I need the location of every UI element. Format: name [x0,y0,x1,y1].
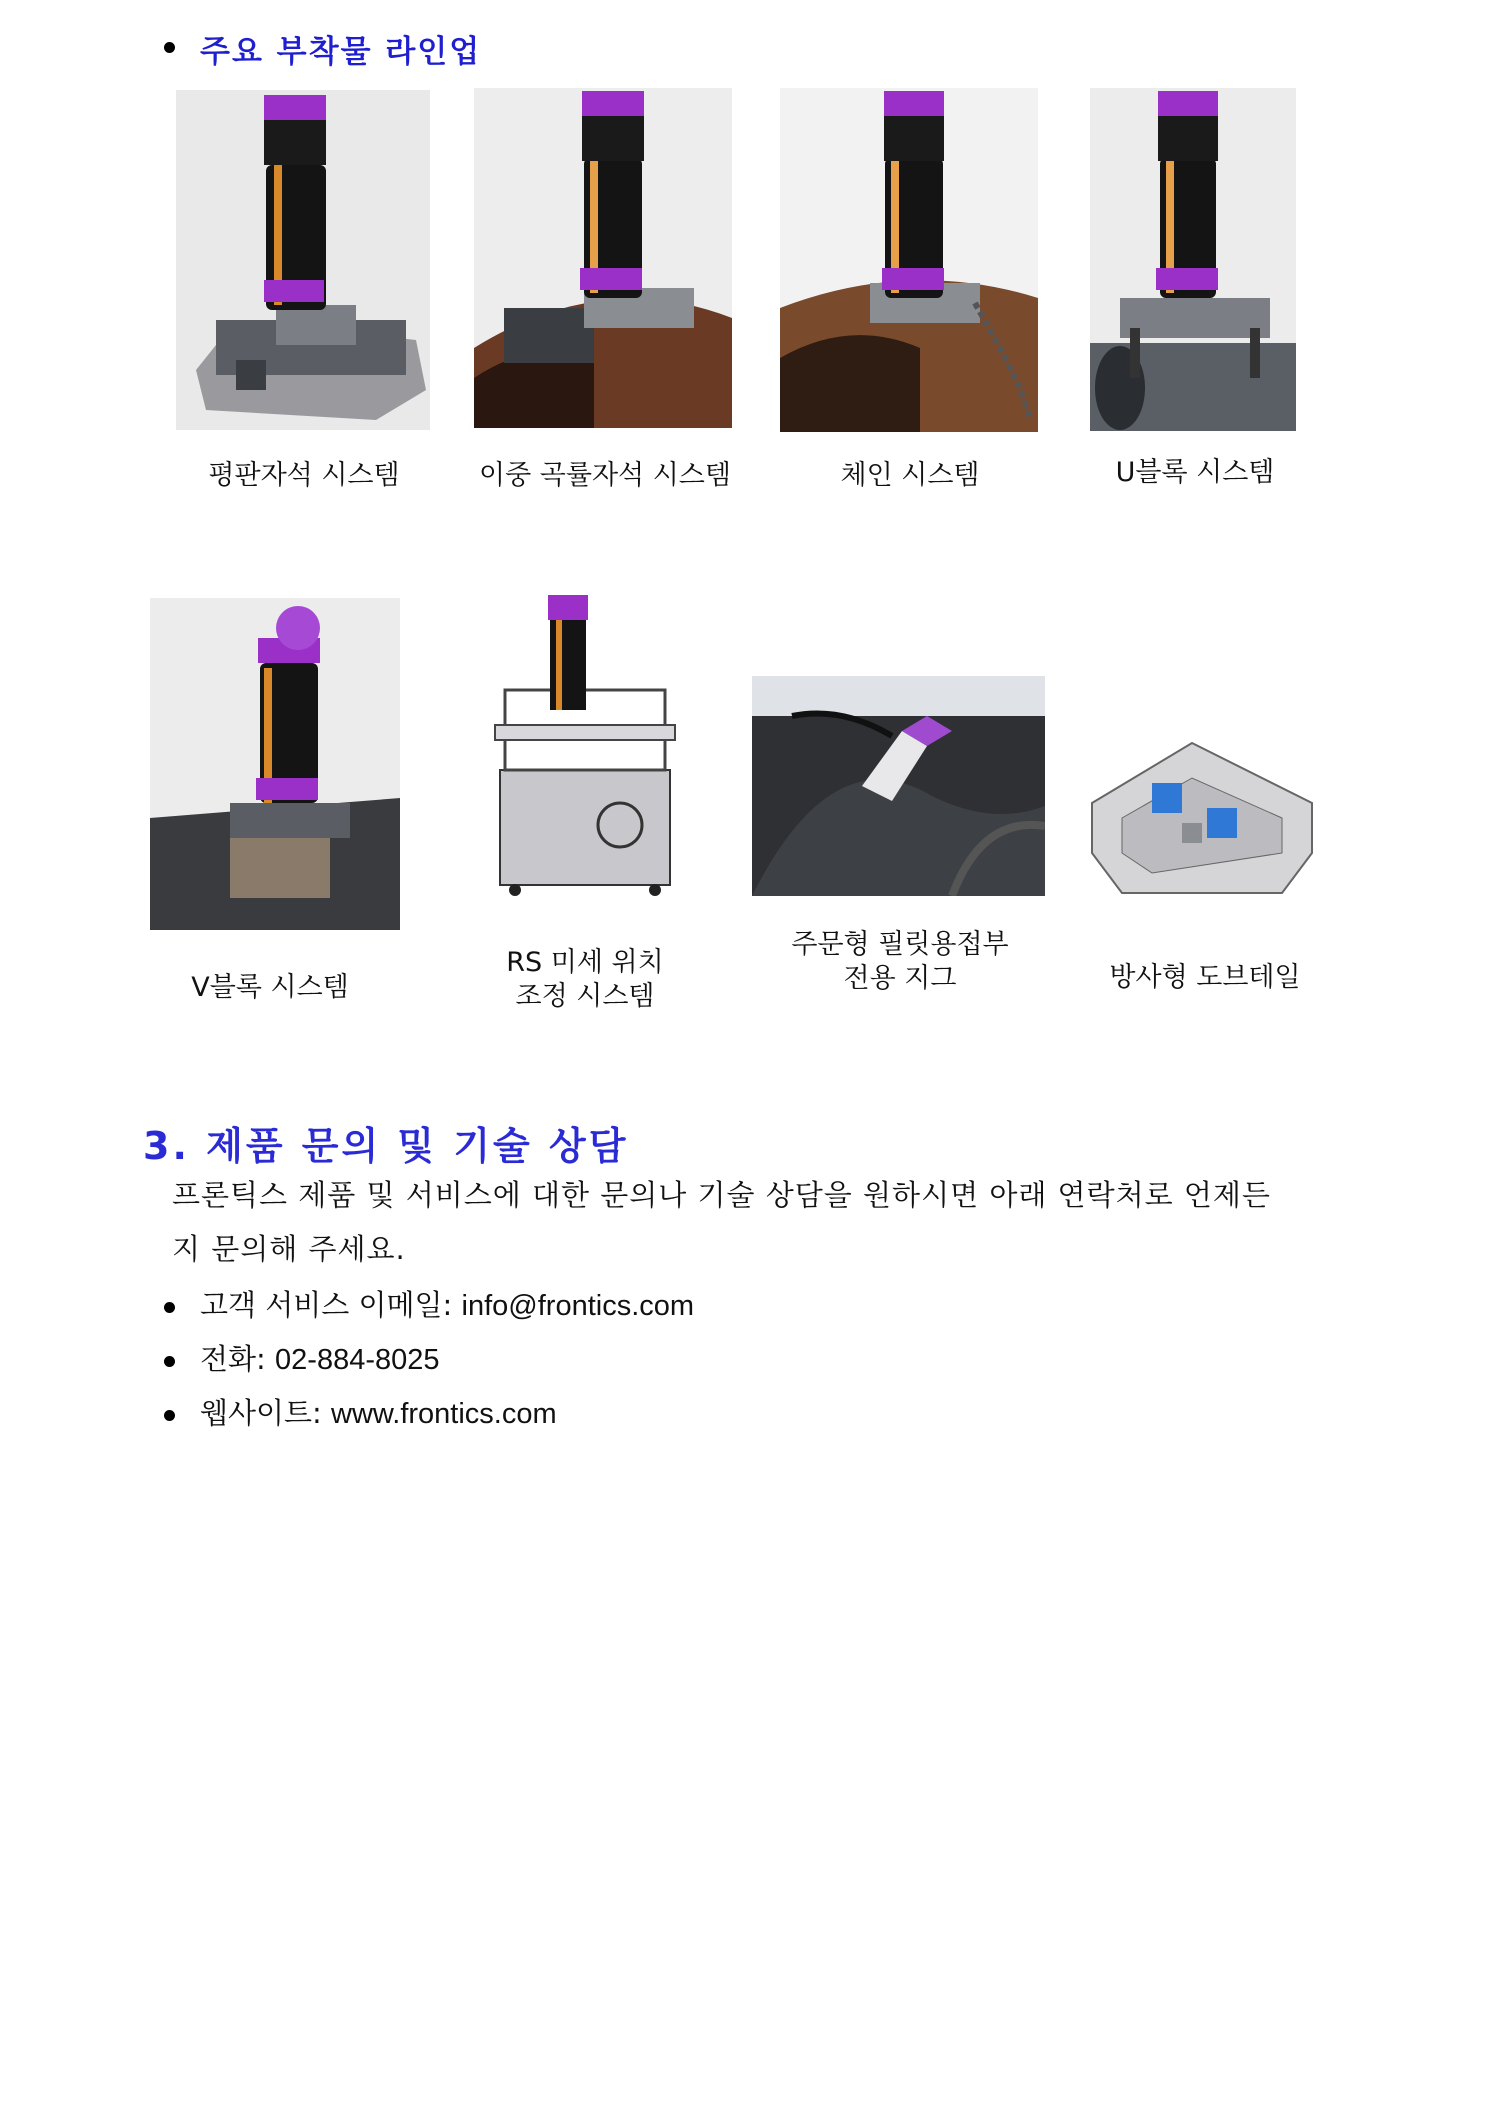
photo-custom-fillet-weld-jig [752,676,1045,896]
photo-flat-magnet-system [176,90,430,430]
photo-chain-system [780,88,1038,432]
photo-double-curvature-magnet-system [474,88,732,428]
bullet-icon [164,1302,175,1313]
caption-fillet-jig-line1: 주문형 필릿용접부 [791,929,1009,960]
photo-v-block-system [150,598,400,930]
caption-fillet-jig-line2: 전용 지그 [843,963,957,994]
photo-u-block-system [1090,88,1296,431]
caption-flat-magnet-system: 평판자석 시스템 [208,460,400,491]
inquiry-paragraph-line2: 지 문의해 주세요. [172,1232,406,1266]
caption-rs-fine-position-line2: 조정 시스템 [515,981,655,1012]
caption-chain-system: 체인 시스템 [840,460,980,491]
photo-rs-fine-position-system [490,590,680,915]
bullet-icon [164,1410,175,1421]
photo-radial-dovetail [1082,723,1322,921]
contact-phone-label: 전화: [200,1342,276,1376]
inquiry-paragraph-line1: 프론틱스 제품 및 서비스에 대한 문의나 기술 상담을 원하시면 아래 연락처로 언제든 [172,1178,1271,1212]
contact-email [200,1283,694,1324]
section-3-heading: 3. 제품 문의 및 기술 상담 [143,1124,629,1168]
contact-website-label: 웹사이트: [200,1396,332,1430]
caption-u-block-system: U블록 시스템 [1115,457,1275,488]
contact-email-value[interactable]: info@frontics.com [461,1290,695,1322]
contact-website [200,1391,557,1432]
contact-phone [200,1337,440,1378]
contact-email-label: 고객 서비스 이메일: [200,1288,462,1322]
caption-v-block-system: V블록 시스템 [191,972,349,1003]
caption-rs-text: RS 미세 위치 [506,947,664,978]
bullet-icon [164,42,175,53]
caption-radial-dovetail: 방사형 도브테일 [1109,962,1301,993]
caption-double-curvature-magnet-system: 이중 곡률자석 시스템 [479,460,731,491]
lineup-heading: 주요 부착물 라인업 [200,34,482,70]
contact-website-value[interactable]: www.frontics.com [331,1398,557,1430]
contact-phone-value[interactable]: 02-884-8025 [275,1344,440,1376]
bullet-icon [164,1356,175,1367]
